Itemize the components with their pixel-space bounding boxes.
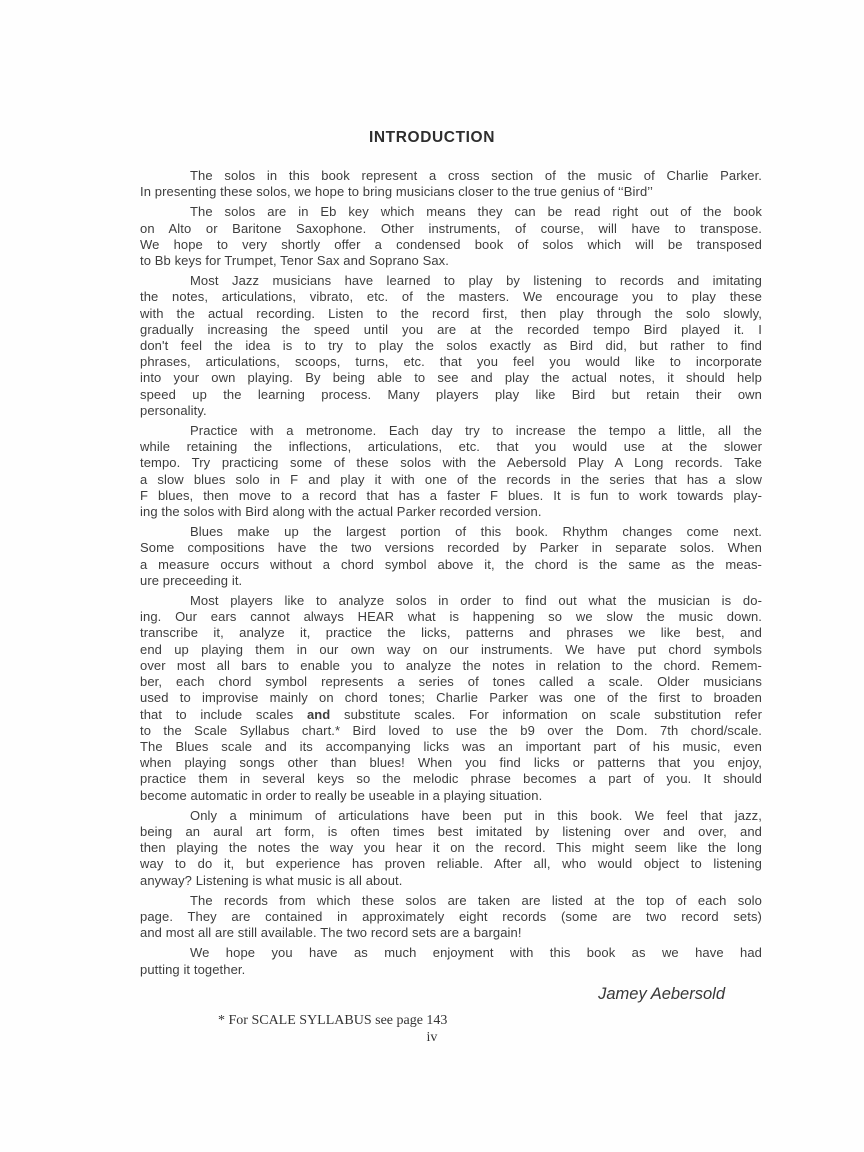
text-line: The solos are in Eb key which means they can be read right out of the book [190,204,762,220]
page-number: iv [426,1030,438,1045]
text-line: on Alto or Baritone Saxophone. Other instruments, of course, will have to transpose. [140,220,762,236]
text-line: when playing songs other than blues! When you find licks or patterns that you enjoy, [140,755,762,771]
text-line: gradually increasing the speed until you are at the recorded tempo Bird played it. I [140,321,762,337]
text-line: then playing the notes the way you hear it on the record. This might seem like the long [140,840,762,856]
text-line: putting it together. [140,961,246,977]
text-line: The Blues scale and its accompanying licks was an important part of his music, even [140,738,762,754]
paragraph [140,593,762,804]
text-line: way to do it, but experience has proven reliable. After all, who would object to listening [140,856,762,872]
text-line: ber, each chord symbol represents a series of tones called a scale. Older musicians [140,674,762,690]
body-paragraphs [140,168,762,978]
text-line: end up playing them in our own way on our instruments. We have put chord symbols [140,641,762,657]
text-line: to Bb keys for Trumpet, Tenor Sax and Soprano Sax. [140,253,449,269]
text-line: We hope to very shortly offer a condensed book of solos which will be transposed [140,236,762,252]
text-line: phrases, articulations, scoops, turns, etc. that you feel you would like to incorporate [140,354,762,370]
text-line: anyway? Listening is what music is all about. [140,872,403,888]
text-line: used to improvise mainly on chord tones; Charlie Parker was one of the first to broaden [140,690,762,706]
text-line: ure preceeding it. [140,572,243,588]
text-line: The solos in this book represent a cross section of the music of Charlie Parker. [190,168,762,183]
paragraph [140,423,762,520]
text-line: and most all are still available. The two record sets are a bargain! [140,925,522,941]
text-line: the notes, articulations, vibrato, etc. of the masters. We encourage you to play these [140,289,762,305]
scale-syllabus-footnote: * For SCALE SYLLABUS see page 143 [218,1012,448,1028]
text-line: over most all bars to enable you to analyze the notes in relation to the chord. Remem- [140,657,762,673]
text-line: tempo. Try practicing some of these solos with the Aebersold Play A Long records. Take [140,455,762,471]
text-line: ing the solos with Bird along with the actual Parker recorded version. [140,504,542,520]
text-line: into your own playing. By being able to see and play the actual notes, it should help [140,370,762,386]
text-line: Blues make up the largest portion of this book. Rhythm changes come next. [190,524,762,540]
text-line: The records from which these solos are taken are listed at the top of each solo [190,892,762,908]
paragraph [140,893,762,942]
paragraph [140,168,762,200]
text-line: Only a minimum of articulations have been put in this book. We feel that jazz, [190,807,762,823]
text-line: speed up the learning process. Many players play like Bird but retain their own [140,386,762,402]
paragraph [140,808,762,889]
text-line: Some compositions have the two versions recorded by Parker in separate solos. When [140,540,762,556]
text-line: personality. [140,402,207,418]
text-line: transcribe it, analyze it, practice the licks, patterns and phrases we like best, and [140,625,762,641]
text-line: ing. Our ears cannot always HEAR what is happening so we slow the music down. [140,609,762,625]
text-line: F blues, then move to a record that has a faster F blues. It is fun to work towards play- [140,487,762,503]
text-line: a slow blues solo in F and play it with one of the records in the series that has a slow [140,471,762,487]
paragraph [140,204,762,269]
text-line: that to include scales and substitute scales. For information on scale substitution refer [140,706,762,722]
text-line: while retaining the inflections, articulations, etc. that you would use at the slower [140,439,762,455]
text-line: page. They are contained in approximately eight records (some are two record sets) [140,908,762,924]
text-line: In presenting these solos, we hope to bring musicians closer to the true genius of ‘‘Bird’’ [140,184,654,200]
author-signature: Jamey Aebersold [598,984,725,1003]
paragraph [140,273,762,419]
text-line: a measure occurs without a chord symbol above it, the chord is the same as the meas- [140,556,762,572]
text-line: with the actual recording. Listen to the record first, then play through the solo slowly, [140,305,762,321]
text-line: being an aural art form, is often times best imitated by listening over and over, and [140,823,762,839]
paragraph [140,945,762,977]
text-line: don't feel the idea is to try to play the solos exactly as Bird did, but rather to find [140,338,762,354]
text-line: Practice with a metronome. Each day try to increase the tempo a little, all the [190,423,762,439]
text-line: to the Scale Syllabus chart.* Bird loved to use the b9 over the Dom. 7th chord/scale. [140,722,762,738]
paragraph [140,524,762,589]
text-line: We hope you have as much enjoyment with this book as we have had [190,945,762,961]
text-line: Most players like to analyze solos in order to find out what the musician is do- [190,593,762,609]
text-line: become automatic in order to really be useable in a playing situation. [140,787,543,803]
text-line: Most Jazz musicians have learned to play by listening to records and imitating [190,273,762,289]
page-title: INTRODUCTION [368,129,496,146]
text-line: practice them in several keys so the melodic phrase becomes a part of you. It should [140,771,762,787]
